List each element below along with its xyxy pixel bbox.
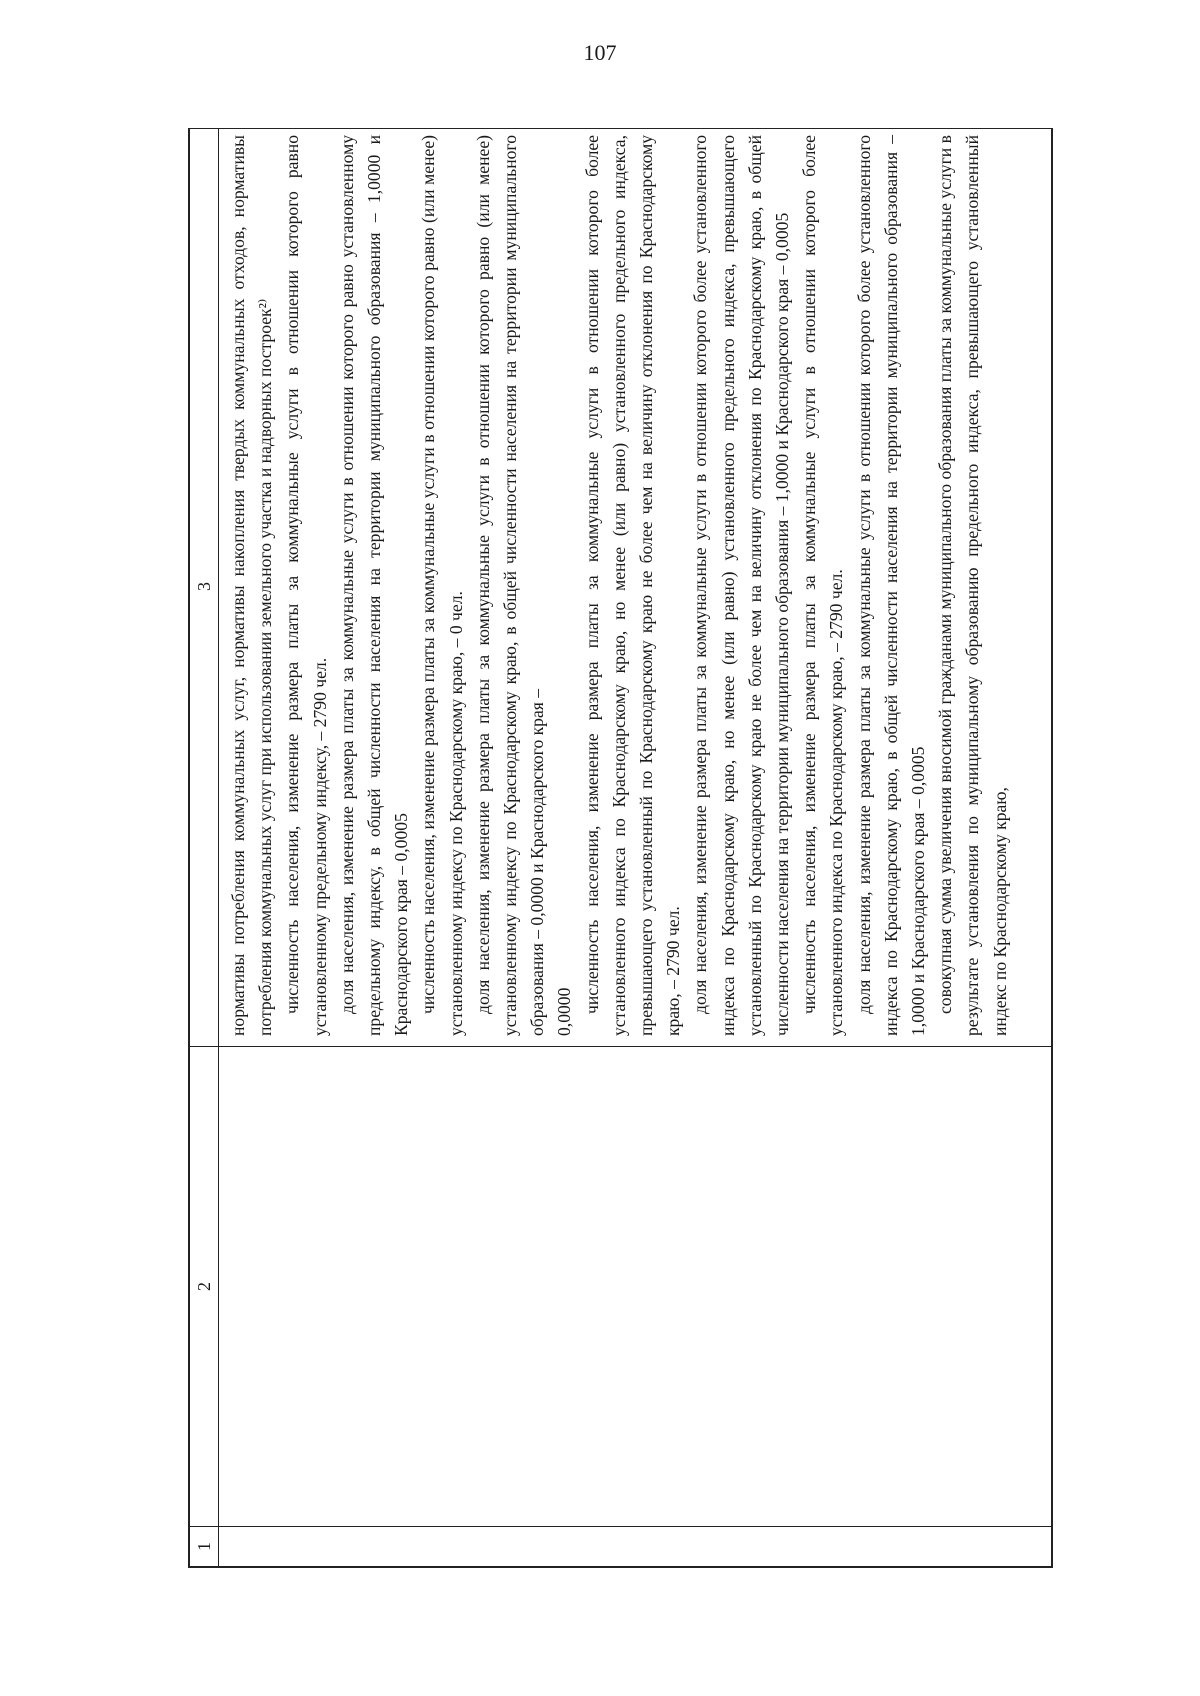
header-row [190, 128, 219, 1567]
paragraph-population-le-regional: численность населения, изменение размера платы за коммунальные услуги в отношении которого равно (или менее) установленному индексу по Краснодарскому краю, – 0 чел. [418, 135, 466, 1036]
paragraph-population-above-regional: численность населения, изменение размера платы за коммунальные услуги в отношении которого более установленного индекса по Краснодарскому краю, – 2790 чел. [799, 135, 847, 1036]
paragraph-share-above-regional: доля населения, изменение размера платы за коммунальные услуги в отношении которого более установленного индекса по Краснодарскому краю, в общей численности населения на территории муниципального образования – 1,0000 и Краснодарского края – 0,0005 [853, 135, 929, 1036]
column-header-1: 1 [190, 1527, 219, 1567]
table-row [219, 128, 1052, 1567]
paragraph-share-equal-limit: доля населения, изменение размера платы за коммунальные услуги в отношении которого равно установленному предельному индексу, в общей численности населения на территории муниципального образования – 1,0000 и Краснодарского края – 0,0005 [336, 135, 412, 1036]
column-header-3: 3 [190, 128, 219, 1047]
cell-column-3 [219, 128, 1052, 1047]
cell-column-2 [219, 1047, 1052, 1527]
paragraph-population-equal-limit: численность населения, изменение размера платы за коммунальные услуги в отношении которого равно установленному предельному индексу, – 2790 чел. [282, 135, 330, 1036]
paragraph-norms: нормативы потребления коммунальных услуг, нормативы накопления твердых коммунальных отходов, нормативы потребления коммунальных услуг при использовании земельного участка и надворных построек²⁾ [228, 135, 276, 1036]
table-viewport [188, 128, 1053, 1568]
paragraph-share-between: доля населения, изменение размера платы за коммунальные услуги в отношении которого более установленного индекса по Краснодарскому краю, но менее (или равно) установленного предельного индекса, превышающего установленный по Краснодарскому краю не более чем на величину отклонения по Краснодарскому краю, в общей численности населения на территории муниципального образования – 1,0000 и Краснодарского края – 0,0005 [690, 135, 793, 1036]
cell-column-1 [219, 1527, 1052, 1567]
paragraph-total-increase: совокупная сумма увеличения вносимой гражданами муниципального образования платы за коммунальные услуги в результате установления по муниципальному образованию предельного индекса, превышающего установленный индекс по Краснодарскому краю, [935, 135, 1010, 1036]
page-number: 107 [583, 40, 617, 65]
data-table [189, 128, 1052, 1567]
paragraph-population-between: численность населения, изменение размера платы за коммунальные услуги в отношении которого более установленного индекса по Краснодарскому краю, но менее (или равно) установленного предельного индекса, превышающего установленный по Краснодарскому краю не более чем на величину отклонения по Краснодарскому краю, – 2790 чел. [581, 135, 684, 1036]
column-header-2: 2 [190, 1047, 219, 1527]
paragraph-share-le-regional: доля населения, изменение размера платы за коммунальные услуги в отношении которого равно (или менее) установленному индексу по Краснодарскому краю, в общей численности населения на территории муниципального образования – 0,0000 и Краснодарского края – 0,0000 [472, 135, 575, 1036]
rotated-table-frame [188, 128, 1053, 1568]
